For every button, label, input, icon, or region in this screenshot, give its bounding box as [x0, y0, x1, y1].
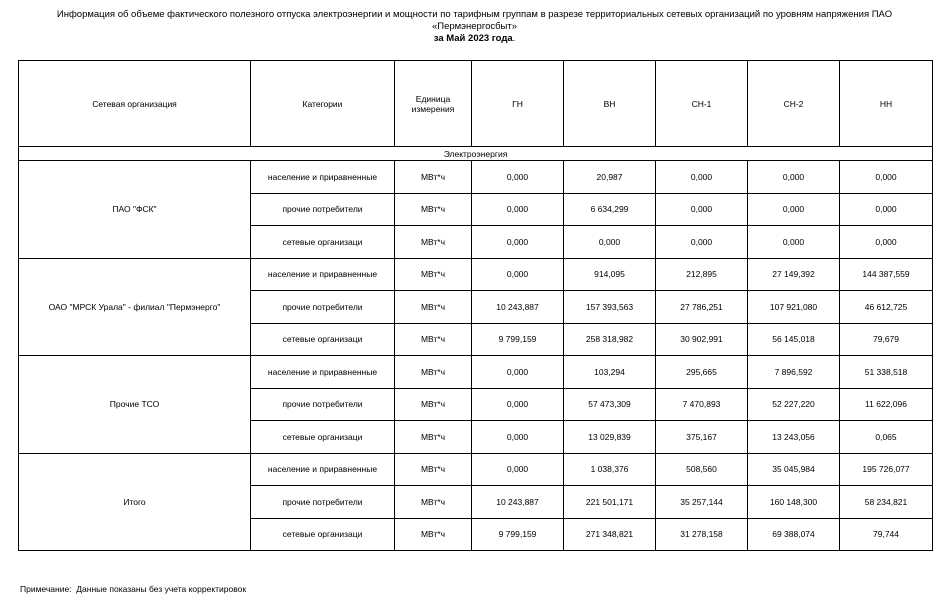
vn-cell: 6 634,299: [564, 193, 656, 226]
col-header-gn: ГН: [472, 61, 564, 147]
unit-cell: МВт*ч: [395, 421, 472, 454]
sn1-cell: 7 470,893: [656, 388, 748, 421]
nn-cell: 195 726,077: [840, 453, 933, 486]
col-header-vn: ВН: [564, 61, 656, 147]
sn2-cell: 0,000: [748, 161, 840, 194]
sn2-cell: 160 148,300: [748, 486, 840, 519]
vn-cell: 0,000: [564, 226, 656, 259]
gn-cell: 0,000: [472, 161, 564, 194]
nn-cell: 58 234,821: [840, 486, 933, 519]
unit-cell: МВт*ч: [395, 388, 472, 421]
report-title-line1: Информация об объеме фактического полезного отпуска электроэнергии и мощности по тарифным группам в разрезе территориальных сетевых организаций по уровням напряжения ПАО: [56, 9, 893, 20]
category-cell: прочие потребители: [251, 193, 395, 226]
gn-cell: 10 243,887: [472, 291, 564, 324]
table-row: [19, 453, 933, 486]
category-cell: прочие потребители: [251, 291, 395, 324]
org-name-cell: Прочие ТСО: [19, 356, 251, 454]
vn-cell: 157 393,563: [564, 291, 656, 324]
sn1-cell: 0,000: [656, 161, 748, 194]
energy-report-table: [18, 60, 933, 551]
gn-cell: 0,000: [472, 356, 564, 389]
gn-cell: 0,000: [472, 421, 564, 454]
col-header-sn2: СН-2: [748, 61, 840, 147]
vn-cell: 57 473,309: [564, 388, 656, 421]
col-header-sn1: СН-1: [656, 61, 748, 147]
org-name-cell: ПАО "ФСК": [19, 161, 251, 259]
nn-cell: 51 338,518: [840, 356, 933, 389]
gn-cell: 10 243,887: [472, 486, 564, 519]
col-header-unit: Единица измерения: [395, 61, 472, 147]
unit-cell: МВт*ч: [395, 193, 472, 226]
sn1-cell: 375,167: [656, 421, 748, 454]
footnote: [20, 584, 246, 594]
sn2-cell: 52 227,220: [748, 388, 840, 421]
nn-cell: 0,000: [840, 161, 933, 194]
unit-cell: МВт*ч: [395, 291, 472, 324]
vn-cell: 914,095: [564, 258, 656, 291]
category-cell: прочие потребители: [251, 388, 395, 421]
report-period-dot: .: [512, 33, 516, 44]
unit-cell: МВт*ч: [395, 486, 472, 519]
sn2-cell: 13 243,056: [748, 421, 840, 454]
sn2-cell: 27 149,392: [748, 258, 840, 291]
unit-cell: МВт*ч: [395, 258, 472, 291]
sn1-cell: 31 278,158: [656, 518, 748, 551]
sn1-cell: 0,000: [656, 193, 748, 226]
col-header-category: Категории: [251, 61, 395, 147]
sn1-cell: 508,560: [656, 453, 748, 486]
table-header-row: [19, 61, 933, 147]
vn-cell: 20,987: [564, 161, 656, 194]
footnote-text: Данные показаны без учета корректировок: [76, 584, 247, 594]
section-row: [19, 147, 933, 161]
gn-cell: 9 799,159: [472, 518, 564, 551]
sn2-cell: 107 921,080: [748, 291, 840, 324]
category-cell: население и приравненные: [251, 258, 395, 291]
col-header-nn: НН: [840, 61, 933, 147]
report-period: [0, 33, 949, 45]
category-cell: сетевые организаци: [251, 323, 395, 356]
vn-cell: 221 501,171: [564, 486, 656, 519]
table-row: [19, 356, 933, 389]
sn2-cell: 35 045,984: [748, 453, 840, 486]
gn-cell: 0,000: [472, 226, 564, 259]
vn-cell: 271 348,821: [564, 518, 656, 551]
gn-cell: 0,000: [472, 258, 564, 291]
category-cell: население и приравненные: [251, 356, 395, 389]
sn1-cell: 0,000: [656, 226, 748, 259]
nn-cell: 11 622,096: [840, 388, 933, 421]
category-cell: сетевые организаци: [251, 226, 395, 259]
nn-cell: 144 387,559: [840, 258, 933, 291]
report-period-text: за Май 2023 года: [433, 33, 513, 44]
sn2-cell: 7 896,592: [748, 356, 840, 389]
report-header: [0, 9, 949, 45]
unit-cell: МВт*ч: [395, 518, 472, 551]
sn1-cell: 27 786,251: [656, 291, 748, 324]
vn-cell: 1 038,376: [564, 453, 656, 486]
unit-cell: МВт*ч: [395, 161, 472, 194]
nn-cell: 79,744: [840, 518, 933, 551]
org-name-cell: ОАО "МРСК Урала" - филиал "Пермэнерго": [19, 258, 251, 356]
sn1-cell: 35 257,144: [656, 486, 748, 519]
vn-cell: 13 029,839: [564, 421, 656, 454]
vn-cell: 103,294: [564, 356, 656, 389]
table-body: [19, 147, 933, 551]
nn-cell: 0,000: [840, 193, 933, 226]
gn-cell: 0,000: [472, 453, 564, 486]
sn2-cell: 0,000: [748, 193, 840, 226]
table-row: [19, 258, 933, 291]
category-cell: прочие потребители: [251, 486, 395, 519]
unit-cell: МВт*ч: [395, 356, 472, 389]
footnote-label: Примечание:: [20, 584, 72, 594]
gn-cell: 0,000: [472, 388, 564, 421]
sn2-cell: 69 388,074: [748, 518, 840, 551]
category-cell: население и приравненные: [251, 453, 395, 486]
nn-cell: 79,679: [840, 323, 933, 356]
vn-cell: 258 318,982: [564, 323, 656, 356]
unit-cell: МВт*ч: [395, 453, 472, 486]
nn-cell: 0,065: [840, 421, 933, 454]
unit-cell: МВт*ч: [395, 323, 472, 356]
unit-cell: МВт*ч: [395, 226, 472, 259]
table-row: [19, 161, 933, 194]
category-cell: население и приравненные: [251, 161, 395, 194]
section-title: Электроэнергия: [19, 147, 933, 161]
nn-cell: 46 612,725: [840, 291, 933, 324]
report-title-line2: «Пермэнергосбыт»: [431, 21, 518, 32]
sn2-cell: 56 145,018: [748, 323, 840, 356]
org-name-cell: Итого: [19, 453, 251, 551]
sn1-cell: 295,665: [656, 356, 748, 389]
sn1-cell: 30 902,991: [656, 323, 748, 356]
col-header-org: Сетевая организация: [19, 61, 251, 147]
nn-cell: 0,000: [840, 226, 933, 259]
gn-cell: 9 799,159: [472, 323, 564, 356]
sn2-cell: 0,000: [748, 226, 840, 259]
category-cell: сетевые организаци: [251, 421, 395, 454]
gn-cell: 0,000: [472, 193, 564, 226]
sn1-cell: 212,895: [656, 258, 748, 291]
category-cell: сетевые организаци: [251, 518, 395, 551]
